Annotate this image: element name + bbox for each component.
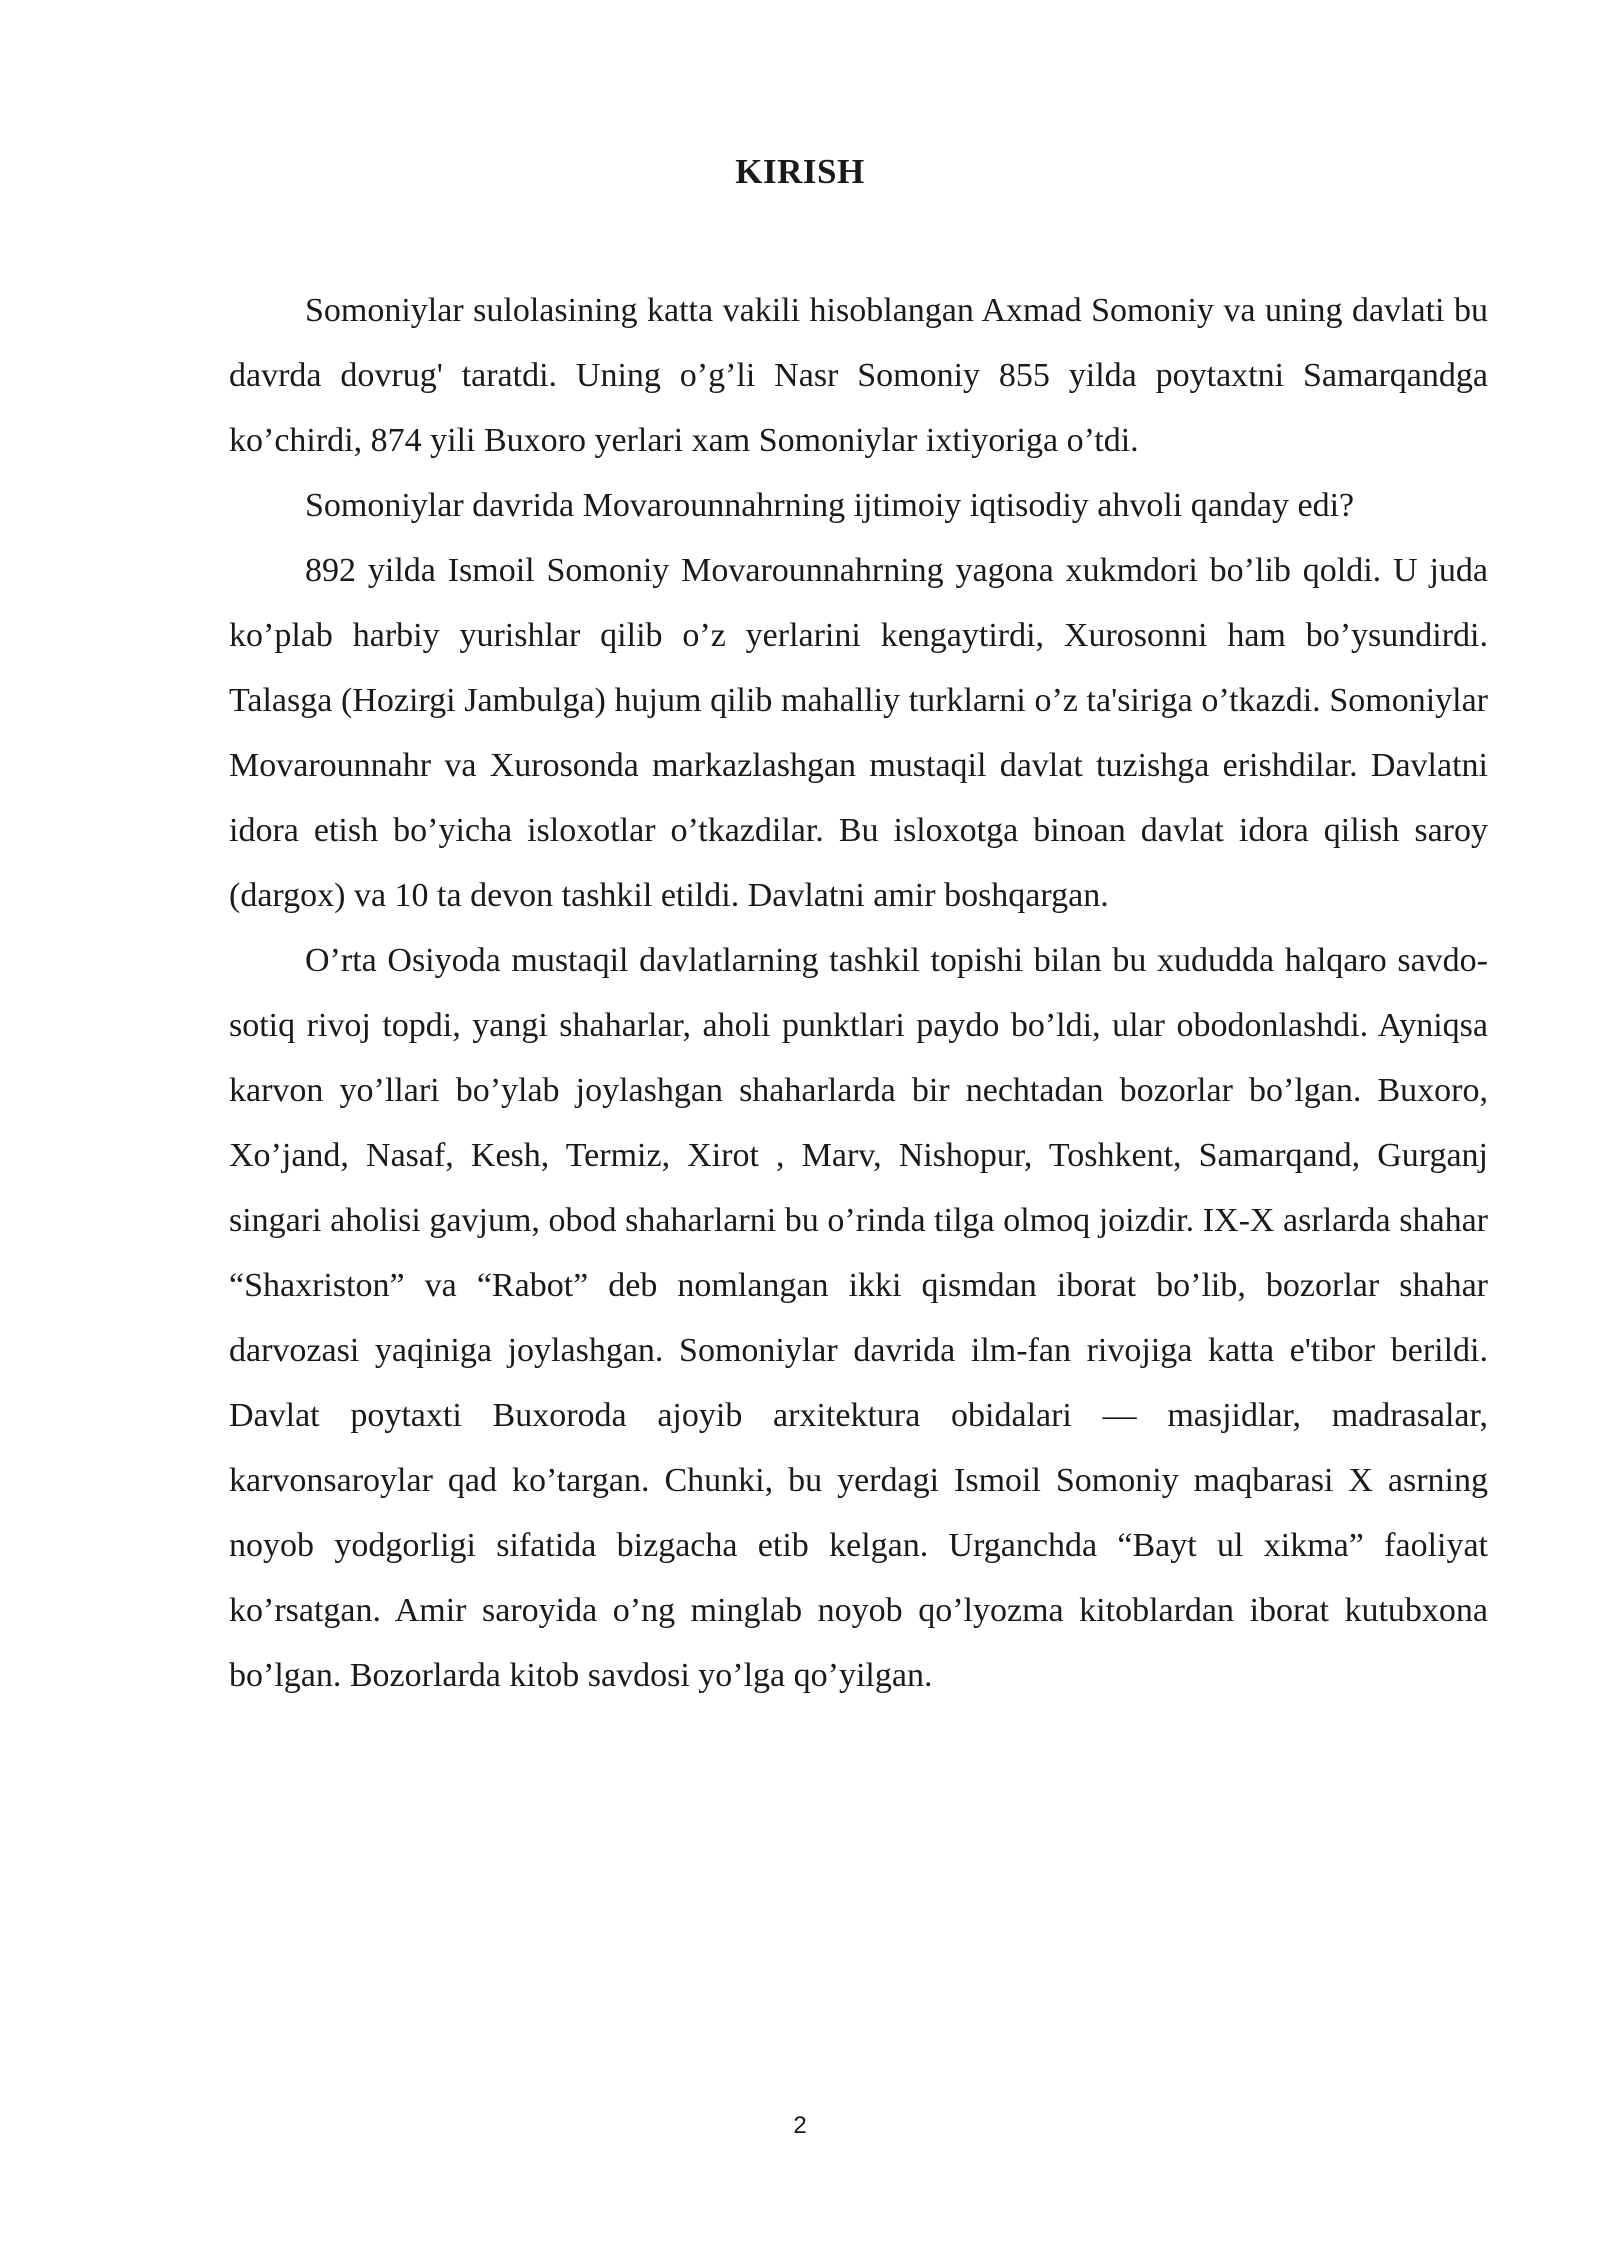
paragraph: Somoniylar davrida Movarounnahrning ijtimoiy iqtisodiy ahvoli qanday edi?: [305, 487, 1355, 524]
page-title: KIRISH: [735, 152, 865, 191]
document-body: [229, 278, 1488, 1708]
paragraph: 892 yilda Ismoil Somoniy Movarounnahrning yagona xukmdori bo’lib qoldi. U juda ko’plab harbiy yurishlar qilib o’z yerlarini kengaytirdi, Xurosonni ham bo’ysundirdi. Talasga (Hozirgi Jambulga) hujum qilib mahalliy turklarni o’z ta'siriga o’tkazdi. Somoniylar Movarounnahr va Xurosonda markazlashgan mustaqil davlat tuzishga erishdilar. Davlatni idora etish bo’yicha isloxotlar o’tkazdilar. Bu isloxotga binoan davlat idora qilish saroy (dargox) va 10 ta devon tashkil etildi. Davlatni amir boshqargan.: [229, 552, 1488, 914]
paragraph: Somoniylar sulolasining katta vakili hisoblangan Axmad Somoniy va uning davlati bu davrda dovrug' taratdi. Uning o’g’li Nasr Somoniy 855 yilda poytaxtni Samarqandga ko’chirdi, 874 yili Buxoro yerlari xam Somoniylar ixtiyoriga o’tdi.: [229, 292, 1488, 459]
page-number: 2: [793, 2112, 807, 2139]
paragraph: O’rta Osiyoda mustaqil davlatlarning tashkil topishi bilan bu xududda halqaro savdo-sotiq rivoj topdi, yangi shaharlar, aholi punktlari paydo bo’ldi, ular obodonlashdi. Ayniqsa karvon yo’llari bo’ylab joylashgan shaharlarda bir nechtadan bozorlar bo’lgan. Buxoro, Xo’jand, Nasaf, Kesh, Termiz, Xirot , Marv, Nishopur, Toshkent, Samarqand, Gurganj singari aholisi gavjum, obod shaharlarni bu o’rinda tilga olmoq joizdir. IX-X asrlarda shahar “Shaxriston” va “Rabot” deb nomlangan ikki qismdan iborat bo’lib, bozorlar shahar darvozasi yaqiniga joylashgan. Somoniylar davrida ilm-fan rivojiga katta e'tibor berildi. Davlat poytaxti Buxoroda ajoyib arxitektura obidalari — masjidlar, madrasalar, karvonsaroylar qad ko’targan. Chunki, bu yerdagi Ismoil Somoniy maqbarasi X asrning noyob yodgorligi sifatida bizgacha etib kelgan. Urganchda “Bayt ul xikma” faoliyat ko’rsatgan. Amir saroyida o’ng minglab noyob qo’lyozma kitoblardan iborat kutubxona bo’lgan. Bozorlarda kitob savdosi yo’lga qo’yilgan.: [229, 942, 1488, 1694]
